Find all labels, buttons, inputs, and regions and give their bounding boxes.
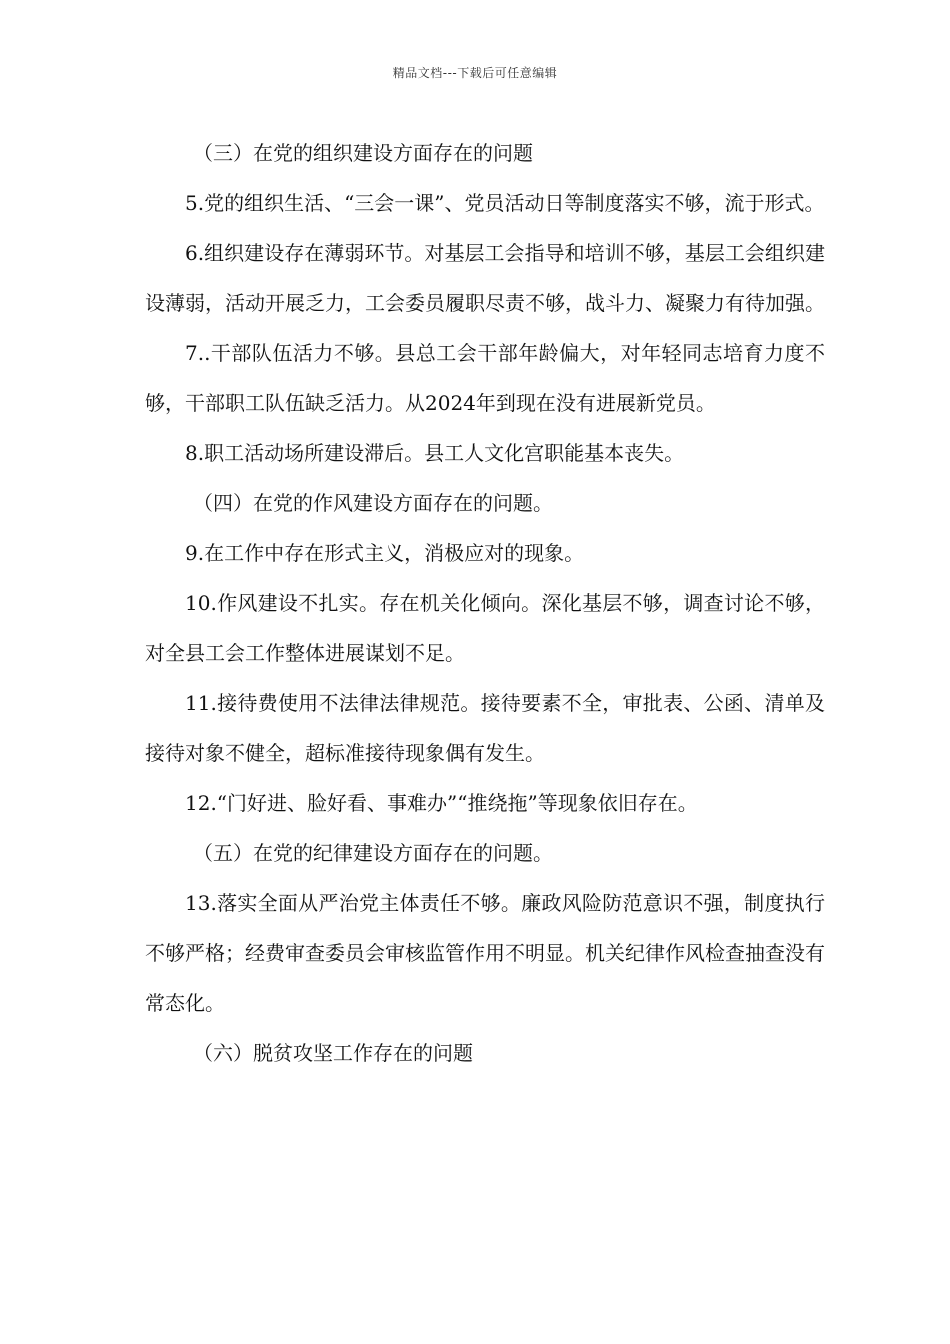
item-5: 5.党的组织生活、“三会一课”、党员活动日等制度落实不够，流于形式。 [185,191,825,215]
item-10: 10.作风建设不扎实。存在机关化倾向。深化基层不够，调查讨论不够，对全县工会工作整体进展谋划不足。 [145,591,825,665]
item-6: 6.组织建设存在薄弱环节。对基层工会指导和培训不够，基层工会组织建设薄弱，活动开展乏力，工会委员履职尽责不够，战斗力、凝聚力有待加强。 [145,241,825,315]
section-heading-5: （五）在党的纪律建设方面存在的问题。 [193,841,553,865]
section-heading-3: （三）在党的组织建设方面存在的问题 [193,141,533,165]
page-header: 精品文档---下载后可任意编辑 [392,66,558,80]
item-9: 9.在工作中存在形式主义，消极应对的现象。 [185,541,585,565]
item-7: 7..干部队伍活力不够。县总工会干部年龄偏大，对年轻同志培育力度不够，干部职工队伍缺乏活力。从2024年到现在没有进展新党员。 [145,341,825,415]
item-8: 8.职工活动场所建设滞后。县工人文化宫职能基本丧失。 [185,441,685,465]
section-heading-4: （四）在党的作风建设方面存在的问题。 [193,491,553,515]
document-body [145,128,825,1078]
section-heading-6: （六）脱贫攻坚工作存在的问题 [193,1041,473,1065]
item-13: 13.落实全面从严治党主体责任不够。廉政风险防范意识不强，制度执行不够严格；经费审查委员会审核监管作用不明显。机关纪律作风检查抽查没有常态化。 [145,891,825,1015]
item-11: 11.接待费使用不法律法律规范。接待要素不全，审批表、公函、清单及接待对象不健全，超标准接待现象偶有发生。 [145,691,825,765]
item-12: 12.“门好进、脸好看、事难办”“推绕拖”等现象依旧存在。 [185,791,698,815]
